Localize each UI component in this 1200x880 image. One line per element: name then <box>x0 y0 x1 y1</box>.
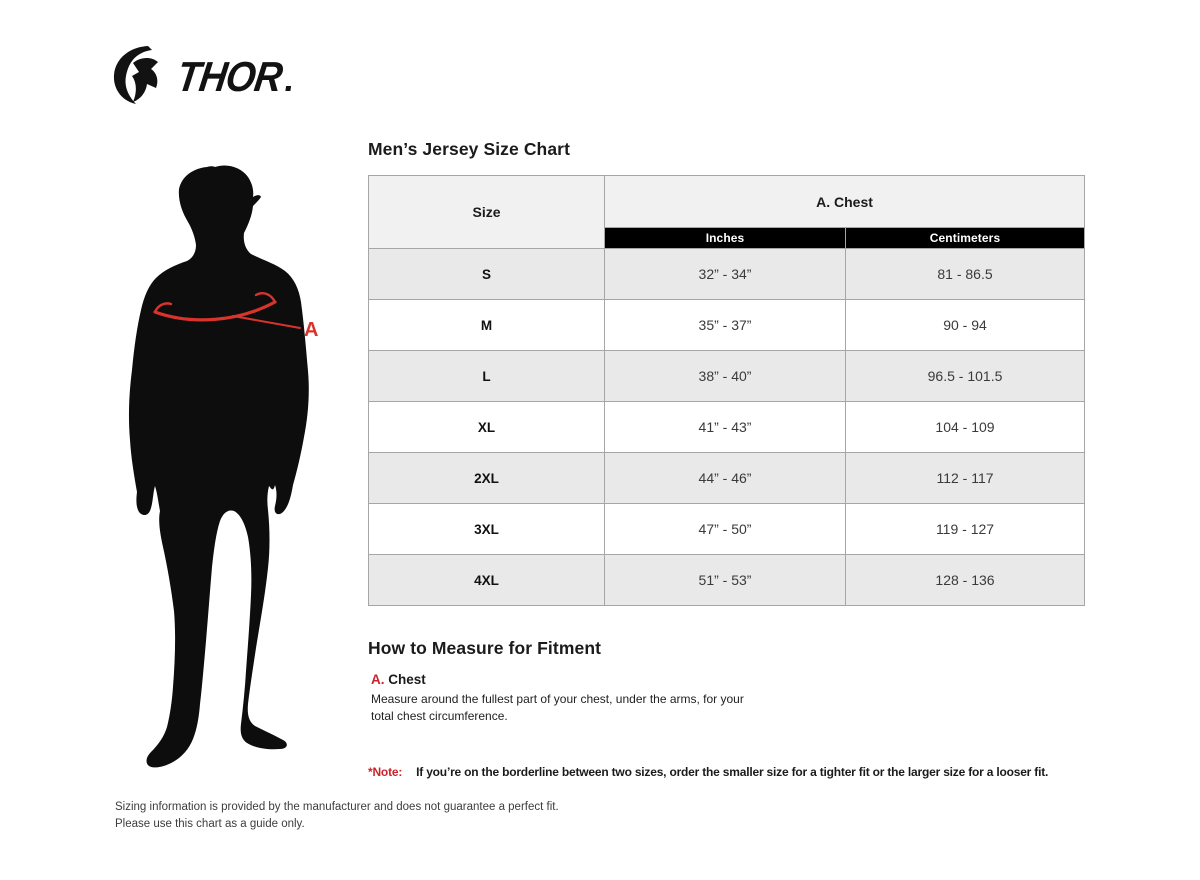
table-row <box>369 249 1085 300</box>
measurement-description <box>371 691 744 726</box>
inches-value: 41” - 43” <box>605 402 846 453</box>
cm-value: 104 - 109 <box>846 402 1085 453</box>
inches-value: 47” - 50” <box>605 504 846 555</box>
measurement-description-line1: Measure around the fullest part of your chest, under the arms, for your <box>371 692 744 706</box>
table-row <box>369 453 1085 504</box>
disclaimer-line1: Sizing information is provided by the manufacturer and does not guarantee a perfect fit. <box>115 801 559 813</box>
measurement-marker: A. <box>371 672 385 687</box>
measurement-description-line2: total chest circumference. <box>371 709 508 724</box>
unit-header-centimeters: Centimeters <box>846 228 1085 249</box>
inches-value: 51” - 53” <box>605 555 846 606</box>
measurement-name: Chest <box>388 672 426 687</box>
page-title: Men’s Jersey Size Chart <box>368 139 571 159</box>
goat-head-icon <box>114 46 158 104</box>
disclaimer <box>115 799 559 834</box>
size-chart-table <box>368 175 1085 606</box>
column-header-size: Size <box>369 176 605 249</box>
size-label: XL <box>369 402 605 453</box>
measurement-instructions <box>371 672 744 726</box>
male-silhouette-svg <box>103 160 338 778</box>
cm-value: 112 - 117 <box>846 453 1085 504</box>
size-label: M <box>369 300 605 351</box>
cm-value: 96.5 - 101.5 <box>846 351 1085 402</box>
table-row <box>369 402 1085 453</box>
disclaimer-line2: Please use this chart as a guide only. <box>115 818 305 831</box>
brand-name-text: THOR <box>174 53 294 100</box>
table-row <box>369 504 1085 555</box>
table-header-row <box>369 176 1085 228</box>
thor-wordmark <box>174 53 294 100</box>
unit-header-inches: Inches <box>605 228 846 249</box>
wordmark-period <box>285 86 291 91</box>
inches-value: 32” - 34” <box>605 249 846 300</box>
note-text: If you’re on the borderline between two sizes, order the smaller size for a tighter fit or the larger size for a looser fit. <box>416 765 1049 779</box>
size-label: 4XL <box>369 555 605 606</box>
sizing-note <box>368 765 1048 779</box>
inches-value: 38” - 40” <box>605 351 846 402</box>
size-label: 2XL <box>369 453 605 504</box>
cm-value: 128 - 136 <box>846 555 1085 606</box>
cm-value: 81 - 86.5 <box>846 249 1085 300</box>
thor-logo-svg <box>112 44 294 108</box>
cm-value: 90 - 94 <box>846 300 1085 351</box>
column-header-chest: A. Chest <box>605 176 1085 228</box>
table-row <box>369 555 1085 606</box>
size-label: L <box>369 351 605 402</box>
size-label: 3XL <box>369 504 605 555</box>
inches-value: 44” - 46” <box>605 453 846 504</box>
chest-marker-label: A <box>304 319 319 341</box>
male-silhouette <box>129 165 309 767</box>
how-to-measure-title: How to Measure for Fitment <box>368 638 602 658</box>
table-row <box>369 300 1085 351</box>
inches-value: 35” - 37” <box>605 300 846 351</box>
size-label: S <box>369 249 605 300</box>
table-row <box>369 351 1085 402</box>
thor-logo <box>112 44 294 108</box>
body-measurement-figure <box>103 160 338 778</box>
measurement-heading <box>371 672 744 687</box>
cm-value: 119 - 127 <box>846 504 1085 555</box>
note-label: *Note: <box>368 765 403 779</box>
